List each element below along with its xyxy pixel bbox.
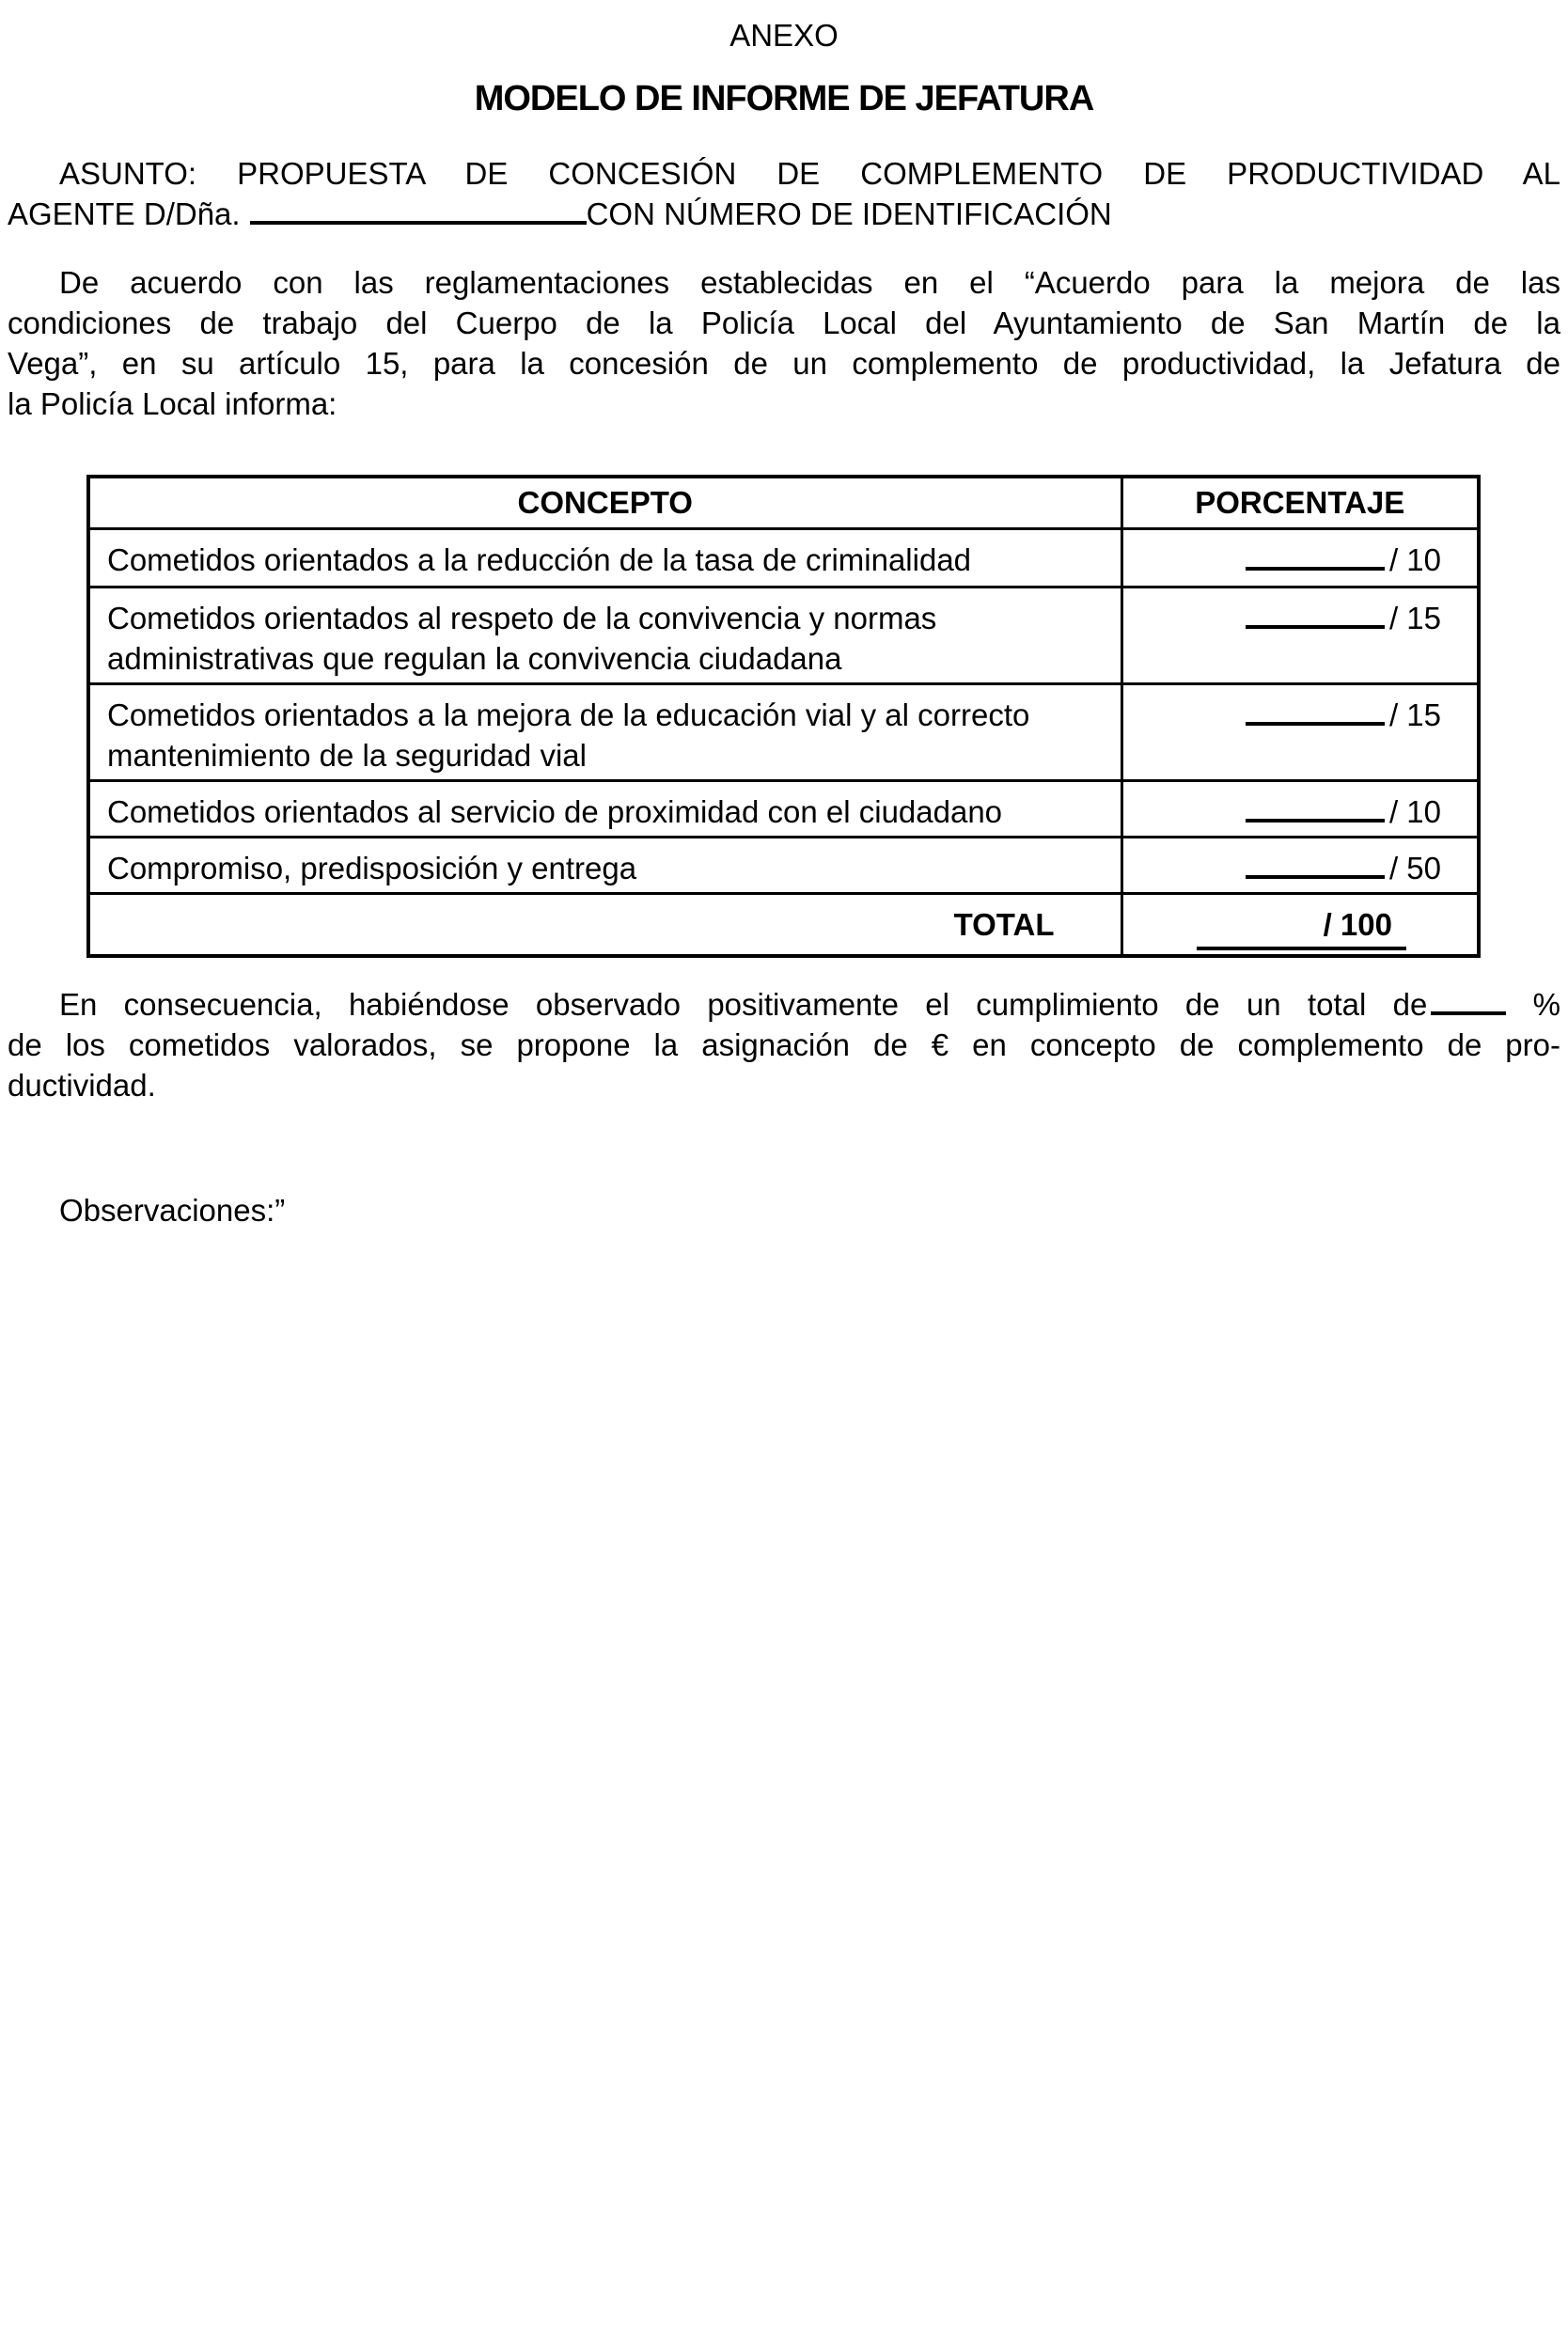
conclusion-line-2: de los cometidos valorados, se propone la asignación de € en concepto de complemento de pro- <box>8 1026 1560 1062</box>
subject-line-2 <box>8 194 1560 234</box>
report-title: MODELO DE INFORME DE JEFATURA <box>474 79 1094 118</box>
table-row <box>88 683 1479 780</box>
conclusion-line-3: ductividad. <box>8 1067 156 1103</box>
table-row <box>88 837 1479 893</box>
total-percentage-cell <box>1121 893 1479 956</box>
percentage-cell <box>1121 837 1479 893</box>
percentage-value: / 15 <box>1388 600 1441 635</box>
concept-text: Cometidos orientados al servicio de proximidad con el ciudadano <box>107 793 1003 829</box>
percentage-header: PORCENTAJE <box>1121 477 1479 528</box>
total-value: / 100 <box>1323 906 1392 942</box>
concept-cell <box>88 780 1121 837</box>
total-underline <box>1197 904 1406 950</box>
concept-cell <box>88 837 1121 893</box>
percentage-value: / 10 <box>1388 541 1441 577</box>
concept-text: Compromiso, predisposición y entrega <box>107 850 637 885</box>
intro-line-3: Vega”, en su artículo 15, para la concesión de un complemento de productividad, la Jefatura de <box>8 346 1560 381</box>
concept-text: Cometidos orientados a la mejora de la educación vial y al correcto <box>107 697 1030 732</box>
annex-title: ANEXO <box>729 18 839 53</box>
agent-name-blank <box>250 221 587 225</box>
percentage-blank <box>1246 625 1385 629</box>
intro-line-2: condiciones de trabajo del Cuerpo de la Policía Local del Ayuntamiento de San Martín de la <box>8 306 1560 340</box>
concept-text: administrativas que regulan la convivencia ciudadana <box>107 640 842 676</box>
table-row <box>88 587 1479 683</box>
concept-cell <box>88 683 1121 780</box>
percentage-cell <box>1121 528 1479 587</box>
document-page <box>0 15 1568 2350</box>
table-header-row <box>88 477 1479 528</box>
percentage-value: / 50 <box>1388 850 1441 885</box>
concept-cell <box>88 587 1121 683</box>
subject-line-1: ASUNTO: PROPUESTA DE CONCESIÓN DE COMPLEMENTO DE PRODUCTIVIDAD AL <box>59 156 1560 191</box>
concept-header: CONCEPTO <box>88 477 1121 528</box>
subject-paragraph <box>8 153 1560 234</box>
percentage-value: / 10 <box>1388 793 1441 829</box>
intro-paragraph <box>8 262 1560 424</box>
total-label: TOTAL <box>88 893 1121 956</box>
intro-line-4: la Policía Local informa: <box>8 386 337 421</box>
concept-text: mantenimiento de la seguridad vial <box>107 737 587 773</box>
concept-cell <box>88 528 1121 587</box>
table-row <box>88 528 1479 587</box>
score-table <box>86 475 1481 958</box>
conclusion-line-1-text: En consecuencia, habiéndose observado positivamente el cumplimiento de un total de <box>59 986 1428 1022</box>
concept-text: Cometidos orientados al respeto de la convivencia y normas <box>107 600 937 635</box>
percentage-blank <box>1246 819 1385 822</box>
conclusion-paragraph <box>8 984 1560 1105</box>
subject-agent-prefix: AGENTE D/Dña. <box>8 196 241 231</box>
table-total-row <box>88 893 1479 956</box>
percentage-blank <box>1246 722 1385 726</box>
percentage-blank <box>1246 875 1385 879</box>
subject-agent-suffix: CON NÚMERO DE IDENTIFICACIÓN <box>586 196 1112 231</box>
table-row <box>88 780 1479 837</box>
percentage-value: / 15 <box>1388 697 1441 732</box>
percentage-cell <box>1121 587 1479 683</box>
percentage-blank <box>1246 567 1385 571</box>
percentage-cell <box>1121 780 1479 837</box>
intro-line-1: De acuerdo con las reglamentaciones establecidas en el “Acuerdo para la mejora de las <box>59 265 1560 300</box>
percent-sign: % <box>1532 986 1560 1022</box>
total-percent-blank <box>1431 1011 1506 1015</box>
concept-text: Cometidos orientados a la reducción de la tasa de criminalidad <box>107 541 972 577</box>
percentage-cell <box>1121 683 1479 780</box>
conclusion-line-1 <box>8 984 1560 1025</box>
observations-label: Observaciones:” <box>59 1192 286 1228</box>
